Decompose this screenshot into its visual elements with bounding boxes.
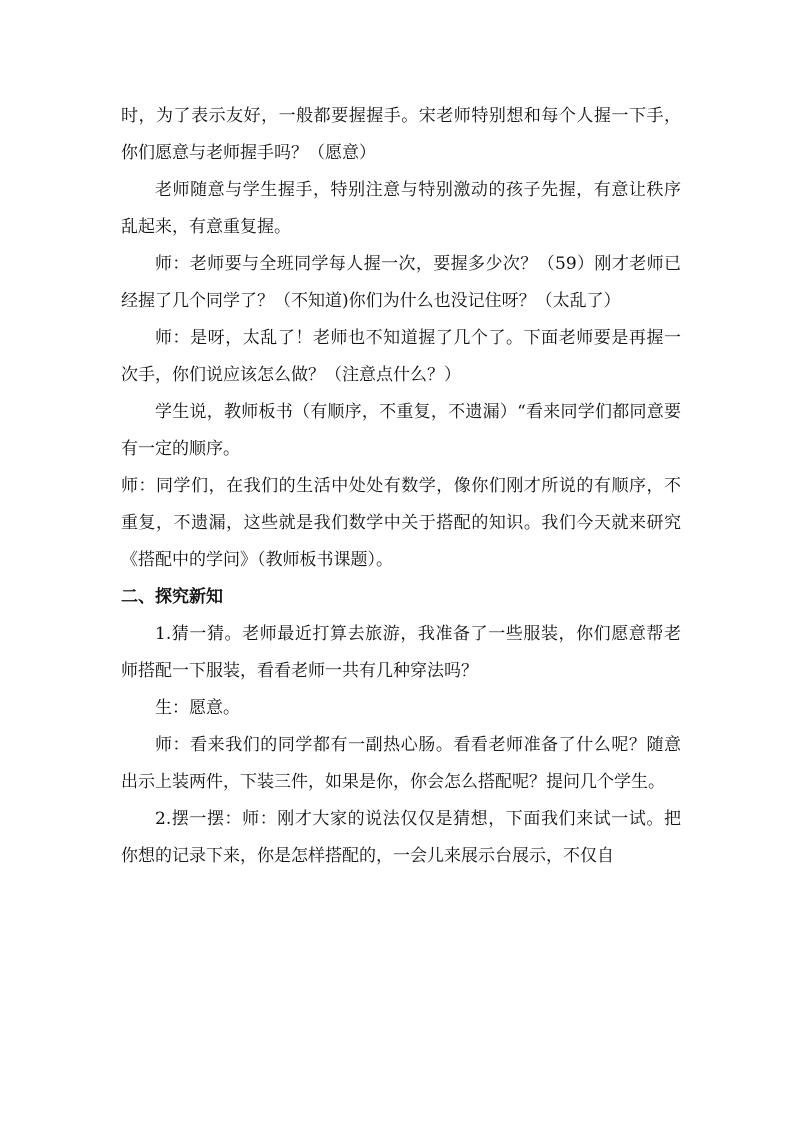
paragraph-guess: 1.猜一猜。老师最近打算去旅游，我准备了一些服装，你们愿意帮老师搭配一下服装，看看老师一共有几种穿法吗？ bbox=[121, 624, 681, 681]
paragraph-too-messy: 师：是呀，太乱了！老师也不知道握了几个了。下面老师要是再握一次手，你们说应该怎么做？（注意点什么？） bbox=[121, 328, 681, 385]
paragraph-lesson-topic: 师：同学们，在我们的生活中处处有数学，像你们刚才所说的有顺序，不重复，不遗漏，这些就是我们数学中关于搭配的知识。我们今天就来研究《搭配中的学问》（教师板书课题）。 bbox=[121, 476, 681, 570]
paragraph-handshake-intro: 时，为了表示友好，一般都要握握手。宋老师特别想和每个人握一下手，你们愿意与老师握手吗？（愿意） bbox=[121, 106, 681, 163]
paragraph-show-clothes: 师：看来我们的同学都有一副热心肠。看看老师准备了什么呢？随意出示上装两件，下装三件，如果是你，你会怎么搭配呢？提问几个学生。 bbox=[121, 735, 681, 792]
paragraph-arrange: 2.摆一摆：师：刚才大家的说法仅仅是猜想，下面我们来试一试。把你想的记录下来，你是怎样搭配的，一会儿来展示台展示，不仅自 bbox=[121, 809, 681, 866]
document-page bbox=[121, 98, 681, 875]
paragraph-handshake-question: 师：老师要与全班同学每人握一次，要握多少次？（59）刚才老师已经握了几个同学了？（不知道)你们为什么也没记住呀？（太乱了） bbox=[121, 254, 681, 311]
section-heading: 二、探究新知 bbox=[121, 587, 223, 607]
paragraph-student-reply: 生：愿意。 bbox=[155, 698, 240, 718]
paragraph-board-notes: 学生说，教师板书（有顺序，不重复，不遗漏）“看来同学们都同意要有一定的顺序。 bbox=[121, 402, 681, 459]
paragraph-teacher-action: 老师随意与学生握手，特别注意与特别激动的孩子先握，有意让秩序乱起来，有意重复握。 bbox=[121, 180, 681, 237]
